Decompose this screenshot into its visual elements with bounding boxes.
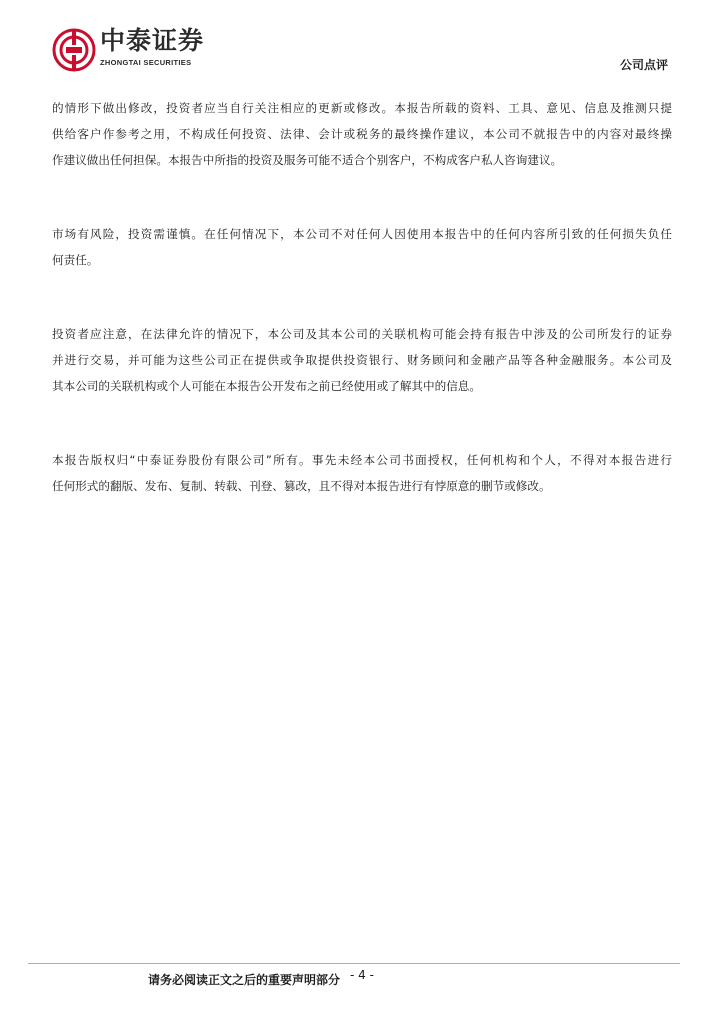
paragraph-line: 投资者应注意，在法律允许的情况下，本公司及其本公司的关联机构可能会持有报告中涉及的公司所发行的证券 — [52, 327, 672, 341]
paragraph-line: 作建议做出任何担保。本报告中所指的投资及服务可能不适合个别客户，不构成客户私人咨询建议。 — [52, 153, 563, 167]
zhongtai-logo-icon — [52, 28, 96, 72]
paragraph-line: 其本公司的关联机构或个人可能在本报告公开发布之前已经使用或了解其中的信息。 — [52, 379, 481, 393]
disclaimer-paragraph — [52, 221, 672, 273]
disclaimer-paragraph — [52, 95, 672, 173]
paragraph-line: 本报告版权归“中泰证券股份有限公司”所有。事先未经本公司书面授权，任何机构和个人，不得对本报告进行 — [52, 453, 672, 467]
paragraph-line: 并进行交易，并可能为这些公司正在提供或争取提供投资银行、财务顾问和金融产品等各种金融服务。本公司及 — [52, 353, 672, 367]
footer-divider — [28, 963, 680, 964]
paragraph-line: 何责任。 — [52, 253, 99, 267]
paragraph-line: 供给客户作参考之用，不构成任何投资、法律、会计或税务的最终操作建议，本公司不就报告中的内容对最终操 — [52, 127, 672, 141]
disclaimer-paragraph — [52, 321, 672, 399]
page-number: - 4 - — [350, 968, 374, 982]
brand-name-cn: 中泰证券 — [100, 26, 205, 55]
brand-name-en: ZHONGTAI SECURITIES — [100, 58, 192, 67]
page-header — [0, 0, 724, 80]
footer-disclaimer-note: 请务必阅读正文之后的重要声明部分 — [148, 973, 341, 987]
paragraph-line: 任何形式的翻版、发布、复制、转载、刊登、篡改，且不得对本报告进行有悖原意的删节或修改。 — [52, 479, 551, 493]
disclaimer-paragraph — [52, 447, 672, 499]
paragraph-line: 市场有风险，投资需谨慎。在任何情况下，本公司不对任何人因使用本报告中的任何内容所引致的任何损失负任 — [52, 227, 672, 241]
disclaimer-body — [52, 95, 672, 547]
report-type-label: 公司点评 — [619, 58, 668, 72]
paragraph-line: 的情形下做出修改，投资者应当自行关注相应的更新或修改。本报告所载的资料、工具、意见、信息及推测只提 — [52, 101, 672, 115]
